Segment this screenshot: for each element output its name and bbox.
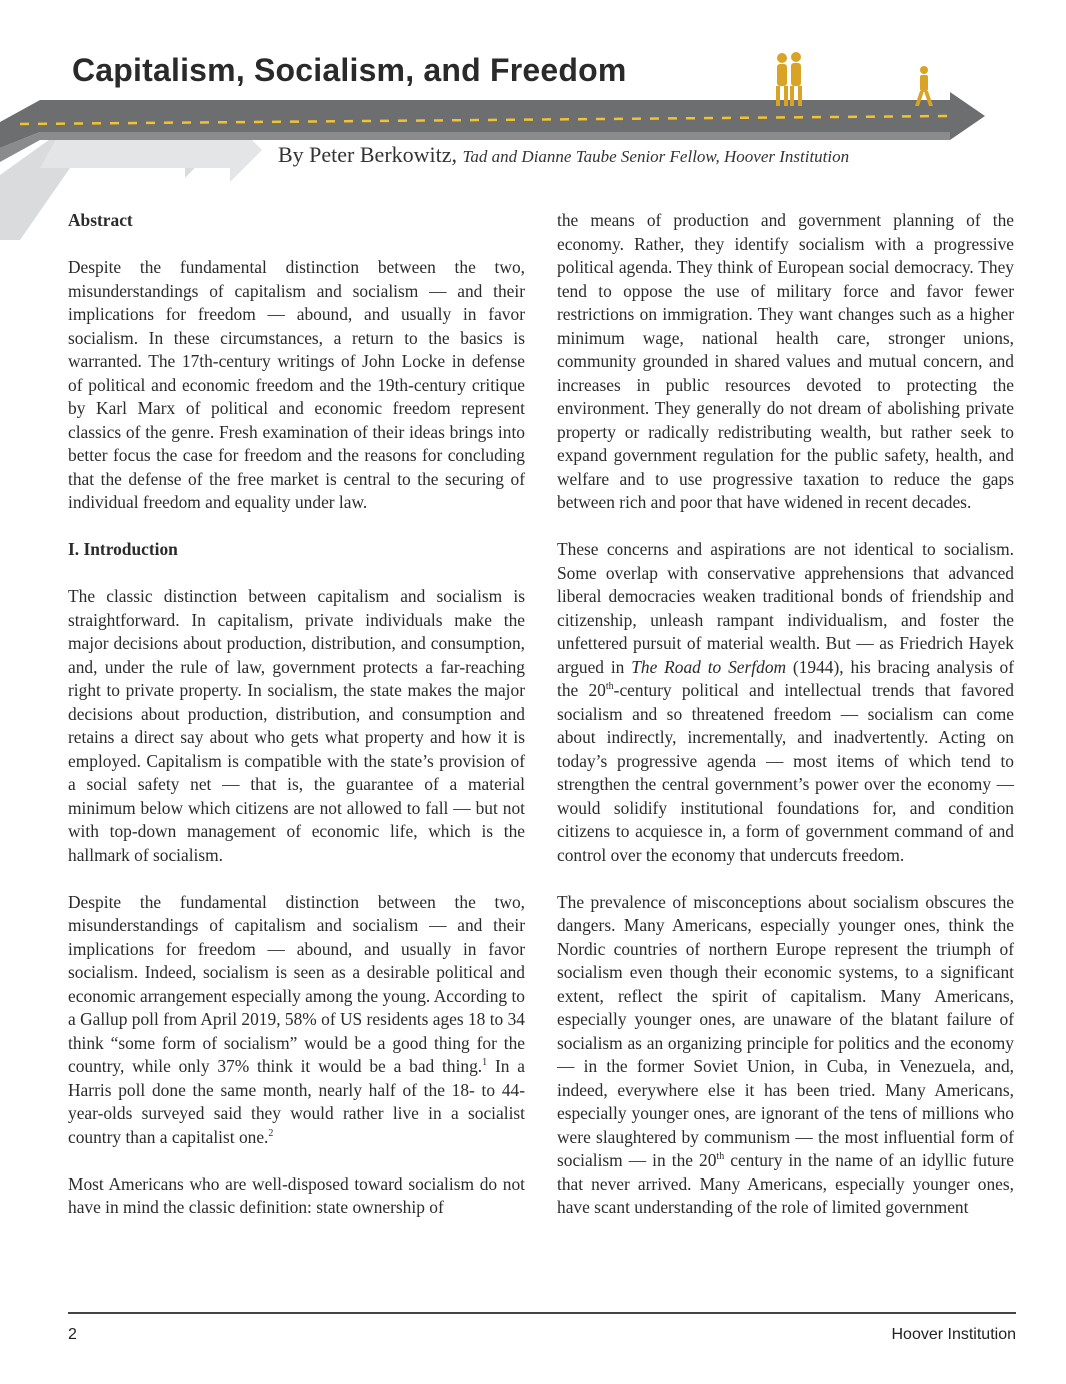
- right-paragraph-1: the means of production and government planning of the economy. Rather, they identify socialism with a progressive political agenda. They think of European social democracy. They tend to oppose the use of military force and favor fewer restrictions on immigration. They want changes such as a higher minimum wage, national health care, stronger unions, community grounded in shared values and mutual concern, and increases in public resources devoted to protecting the environment. They generally do not dream of abolishing private property or radically redistributing wealth, but rather seek to expand government regulation for the public safety, health, and welfare and to use progressive taxation to reduce the gaps between rich and poor that have widened in recent decades.: [557, 210, 1014, 512]
- left-column: [68, 209, 525, 1243]
- ordinal-suffix: th: [605, 681, 614, 693]
- author-name: By Peter Berkowitz,: [278, 142, 458, 167]
- ordinal-suffix: th: [716, 1151, 725, 1163]
- footnote-ref-2[interactable]: 2: [268, 1127, 274, 1139]
- byline: [278, 142, 849, 168]
- walking-people-icon: [776, 52, 802, 106]
- author-role: Tad and Dianne Taube Senior Fellow, Hoover Institution: [462, 147, 850, 166]
- abstract-paragraph: Despite the fundamental distinction between the two, misunderstandings of capitalism and socialism — and their implications for freedom — abound, and usually in favor socialism. In these circumstances, a return to the basics is warranted. The 17th-century writings of John Locke in defense of political and economic freedom and the 19th-century critique by Karl Marx of political and economic freedom represent classics of the genre. Fresh examination of their ideas brings into better focus the case for freedom and the reasons for concluding that the defense of the free market is central to the securing of individual freedom and equality under law.: [68, 257, 525, 512]
- right-paragraph-2: [557, 538, 1014, 867]
- right-column: [557, 209, 1014, 1243]
- footer-organization: Hoover Institution: [891, 1326, 1016, 1343]
- intro-p2-text-b: In a Harris poll done the same month, nearly half of the 18- to 44-year-olds surveyed said they would rather live in a socialist country than a capitalist one.: [68, 1056, 525, 1147]
- introduction-heading: I. Introduction: [68, 539, 178, 559]
- right-paragraph-3: [557, 891, 1014, 1220]
- footer-divider: [68, 1312, 1016, 1314]
- abstract-heading: Abstract: [68, 210, 133, 230]
- book-title: The Road to Serfdom: [631, 656, 787, 677]
- intro-paragraph-2: [68, 891, 525, 1150]
- right-p2-text-c: -century political and intellectual trends that favored socialism and so threatened freedom — socialism can come about indirectly, incrementally, and inadvertently. Acting on today’s progressive agenda — most items of which tend to strengthen the central government’s power over the economy — would solidify institutional foundations for, and condition citizens to acquiesce in, a form of government command of and control over the economy that undercuts freedom.: [557, 680, 1015, 865]
- footnote-ref-1[interactable]: 1: [482, 1057, 488, 1069]
- page-title: Capitalism, Socialism, and Freedom: [72, 52, 627, 88]
- intro-paragraph-1: The classic distinction between capitalism and socialism is straightforward. In capitalism, private individuals make the major decisions about production, distribution, and consumption, and, under the rule of law, government protects a far-reaching right to private property. In socialism, the state makes the major decisions about production, distribution, and consumption and retains a direct say about who gets what property and how it is employed. Capitalism is compatible with the state’s provision of a social safety net — that is, the guarantee of a material minimum below which citizens are not allowed to fall — but not with top-down management of economic life, which is the hallmark of socialism.: [68, 586, 525, 865]
- right-p2-text-b: (1944), his bracing analysis of the 20: [557, 656, 1014, 700]
- right-p3-text-a: The prevalence of misconceptions about socialism obscures the dangers. Many Americans, especially younger ones, think the Nordic countries of northern Europe represent the triumph of socialism even though their economic systems, to a significant extent, reflect the spirit of capitalism. Many Americans, especially younger ones, are unaware of the blatant failure of socialism as an organizing principle for politics and the economy — in the former Soviet Union, in Cuba, in Venezuela, and, indeed, everywhere else it has been tried. Many Americans, especially younger ones, are ignorant of the tens of millions who were slaughtered by communism — the most influential form of socialism — in the 20: [557, 891, 1014, 1170]
- right-p3-text-b: century in the name of an idyllic future that never arrived. Many Americans, especially younger ones, have scant understanding of the role of limited government: [557, 1150, 1014, 1217]
- intro-paragraph-3: Most Americans who are well-disposed toward socialism do not have in mind the classic definition: state ownership of: [68, 1173, 525, 1217]
- page-number: 2: [68, 1326, 77, 1343]
- road-banner-graphic: [0, 0, 1066, 240]
- right-p2-text-a: These concerns and aspirations are not identical to socialism. Some overlap with conservative apprehensions that advanced liberal democracies weaken traditional bonds of friendship and citizenship, unleash rampant individualism, and foster the unfettered pursuit of material wealth. But — as Friedrich Hayek argued in: [557, 539, 1014, 677]
- intro-p2-text-a: Despite the fundamental distinction between the two, misunderstandings of capitalism and socialism — and their implications for freedom — abound, and usually in favor socialism. Indeed, socialism is seen as a desirable political and economic arrangement especially among the young. According to a Gallup poll from April 2019, 58% of US residents ages 18 to 34 think “some form of socialism” would be a good thing for the country, while only 37% think it would be a bad thing.: [68, 891, 525, 1076]
